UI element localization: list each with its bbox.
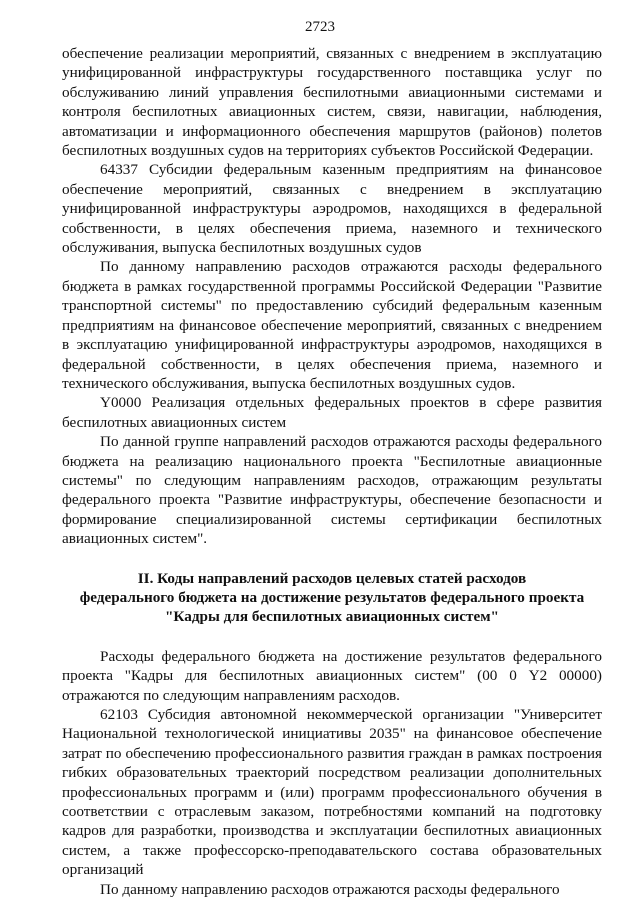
section-heading-line-2: федерального бюджета на достижение результатов федерального проекта — [79, 588, 585, 606]
section-heading-line-3: "Кадры для беспилотных авиационных систем" — [165, 608, 499, 626]
section-heading — [62, 569, 602, 627]
paragraph-64337-description: По данному направлению расходов отражаются расходы федерального бюджета в рамках государственной программы Российской Федерации "Развитие транспортной системы" по предоставлению субсидий федеральным казенным предприятиям на финансовое обеспечение мероприятий, связанных с внедрением в эксплуатацию унифицированной инфраструктуры аэродромов, находящихся в федеральной собственности, в целях обеспечения приема, наземного и технического обслуживания, выпуска беспилотных воздушных судов. — [62, 258, 602, 392]
document-body — [62, 44, 602, 899]
paragraph-64337-title: 64337 Субсидии федеральным казенным предприятиям на финансовое обеспечение мероприятий, связанных с внедрением в эксплуатацию унифицированной инфраструктуры аэродромов, находящихся в федеральной собственности, в целях обеспечения приема, наземного и технического обслуживания, выпуска беспилотных воздушных судов — [62, 161, 602, 257]
paragraph-62103-title: 62103 Субсидия автономной некоммерческой организации "Университет Национальной технологической инициативы 2035" на финансовое обеспечение затрат по обеспечению профессионального развития граждан в рамках построения гибких образовательных траекторий посредством реализации дополнительных профессиональных программ и (или) программ профессионального обучения в соответствии с отраслевым заказом, потребностями компаний на подготовку кадров для разработки, производства и эксплуатации беспилотных авиационных систем, а также профессорско-преподавательского состава образовательных организаций — [62, 706, 602, 879]
paragraph-y0000-description: По данной группе направлений расходов отражаются расходы федерального бюджета на реализацию национального проекта "Беспилотные авиационные системы" по следующим направлениям расходов, отражающим результаты федерального проекта "Развитие инфраструктуры, обеспечение безопасности и формирование специализированной системы сертификации беспилотных авиационных систем". — [62, 433, 602, 548]
paragraph-y2-intro: Расходы федерального бюджета на достижение результатов федерального проекта "Кадры для беспилотных авиационных систем" (00 0 Y2 00000) отражаются по следующим направлениям расходов. — [62, 647, 602, 704]
paragraph-continuation: обеспечение реализации мероприятий, связанных с внедрением в эксплуатацию унифицированной инфраструктуры государственного поставщика услуг по обслуживанию линий управления беспилотными авиационными системами и контроля беспилотных авиационных систем, связи, навигации, наблюдения, автоматизации и информационного обеспечения маршрутов (районов) полетов беспилотных воздушных судов на территориях субъектов Российской Федерации. — [62, 45, 602, 160]
paragraph-y0000-title: Y0000 Реализация отдельных федеральных проектов в сфере развития беспилотных авиационных систем — [62, 394, 602, 431]
page-number: 2723 — [305, 19, 335, 35]
section-heading-line-1: II. Коды направлений расходов целевых статей расходов — [137, 569, 527, 587]
paragraph-62103-description-start: По данному направлению расходов отражаются расходы федерального — [100, 880, 560, 898]
